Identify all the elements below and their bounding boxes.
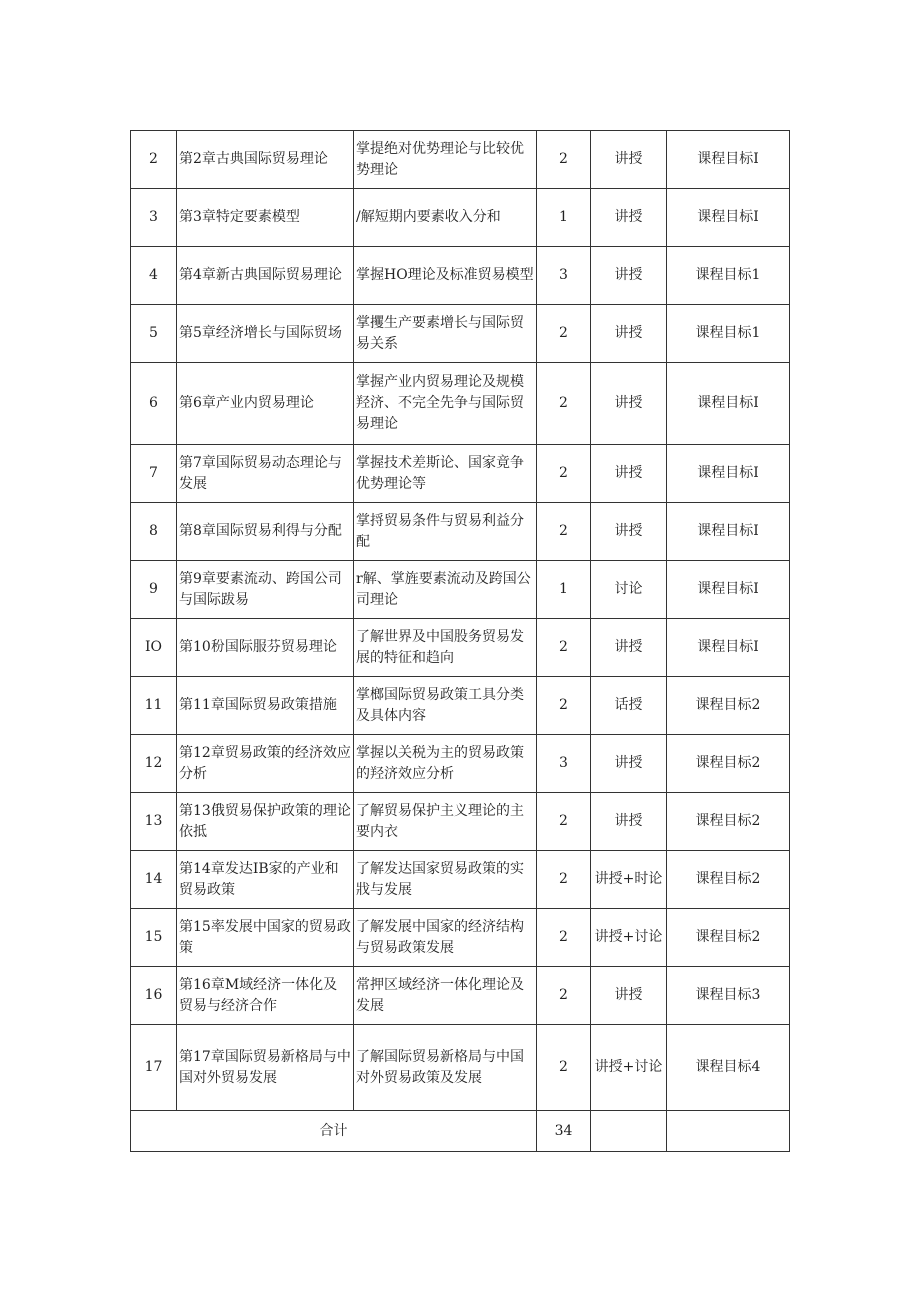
row-number: 7 xyxy=(131,445,177,503)
class-hours: 2 xyxy=(537,503,591,561)
course-objective: 课程目标I xyxy=(667,445,790,503)
chapter-title: 第15率发展中国家的贸易政策 xyxy=(177,909,354,967)
class-hours: 2 xyxy=(537,363,591,445)
class-hours: 3 xyxy=(537,735,591,793)
table-row xyxy=(131,677,790,735)
learning-goal: 了解发展中国家的经济结构与贸易政策发展 xyxy=(354,909,537,967)
class-hours: 2 xyxy=(537,909,591,967)
teaching-method: 讲授 xyxy=(591,363,667,445)
row-number: 9 xyxy=(131,561,177,619)
chapter-title: 第3章特定要素模型 xyxy=(177,189,354,247)
course-objective: 课程目标3 xyxy=(667,967,790,1025)
row-number: 4 xyxy=(131,247,177,305)
course-objective: 课程目标I xyxy=(667,189,790,247)
learning-goal: 常押区域经济一体化理论及发展 xyxy=(354,967,537,1025)
chapter-title: 第7章国际贸易动态理论与发展 xyxy=(177,445,354,503)
table-row xyxy=(131,189,790,247)
course-objective: 课程目标4 xyxy=(667,1025,790,1111)
row-number: 16 xyxy=(131,967,177,1025)
table-row xyxy=(131,909,790,967)
learning-goal: r解、掌旌要素流动及跨国公司理论 xyxy=(354,561,537,619)
chapter-title: 第17章国际贸易新格局与中国对外贸易发展 xyxy=(177,1025,354,1111)
table-row xyxy=(131,445,790,503)
learning-goal: 掌握技术差斯论、国家竟争优势理论等 xyxy=(354,445,537,503)
learning-goal: 了解发达国家贸易政策的实戕与发展 xyxy=(354,851,537,909)
teaching-method: 讲授 xyxy=(591,305,667,363)
chapter-title: 第9章要素流动、跨国公司与国际跋易 xyxy=(177,561,354,619)
learning-goal: 掌攫生产要素增长与国际贸易关系 xyxy=(354,305,537,363)
class-hours: 2 xyxy=(537,305,591,363)
table-row xyxy=(131,793,790,851)
teaching-method: 讲授+讨论 xyxy=(591,1025,667,1111)
teaching-method: 讨论 xyxy=(591,561,667,619)
table-row xyxy=(131,363,790,445)
course-objective: 课程目标I xyxy=(667,131,790,189)
class-hours: 2 xyxy=(537,793,591,851)
course-objective: 课程目标2 xyxy=(667,909,790,967)
table-row xyxy=(131,305,790,363)
course-objective: 课程目标I xyxy=(667,561,790,619)
row-number: 3 xyxy=(131,189,177,247)
chapter-title: 第4章新古典国际贸易理论 xyxy=(177,247,354,305)
learning-goal: 了解世界及中国股务贸易发展的特征和趋向 xyxy=(354,619,537,677)
course-objective: 课程目标1 xyxy=(667,305,790,363)
table-row xyxy=(131,735,790,793)
teaching-method: 讲授 xyxy=(591,619,667,677)
chapter-title: 第13俄贸易保护政策的理论依抵 xyxy=(177,793,354,851)
learning-goal: 掌握HO理论及标准贸易模型 xyxy=(354,247,537,305)
class-hours: 2 xyxy=(537,445,591,503)
class-hours: 2 xyxy=(537,1025,591,1111)
course-objective: 课程目标2 xyxy=(667,851,790,909)
class-hours: 2 xyxy=(537,851,591,909)
table-row xyxy=(131,851,790,909)
teaching-method: 讲授 xyxy=(591,503,667,561)
class-hours: 2 xyxy=(537,967,591,1025)
teaching-method: 讲授 xyxy=(591,735,667,793)
row-number: 15 xyxy=(131,909,177,967)
teaching-method: 讲授 xyxy=(591,247,667,305)
total-hours: 34 xyxy=(537,1111,591,1152)
chapter-title: 第12章贸易政策的经济效应分析 xyxy=(177,735,354,793)
table-row xyxy=(131,131,790,189)
chapter-title: 第16章M域经济一体化及贸易与经济合作 xyxy=(177,967,354,1025)
table-row xyxy=(131,619,790,677)
teaching-method: 讲授 xyxy=(591,793,667,851)
learning-goal: 掌捋贸易条件与贸易利益分配 xyxy=(354,503,537,561)
row-number: 17 xyxy=(131,1025,177,1111)
row-number: 5 xyxy=(131,305,177,363)
course-schedule-table xyxy=(130,130,790,1152)
table-row xyxy=(131,247,790,305)
teaching-method: 讲授 xyxy=(591,189,667,247)
learning-goal: 掌握产业内贸易理论及规模羟济、不完全先争与国际贸易理论 xyxy=(354,363,537,445)
row-number: IO xyxy=(131,619,177,677)
chapter-title: 第5章经济增长与国际贸场 xyxy=(177,305,354,363)
teaching-method: 讲授+讨论 xyxy=(591,909,667,967)
class-hours: 1 xyxy=(537,561,591,619)
chapter-title: 第14章发达IB家的产业和贸易政策 xyxy=(177,851,354,909)
teaching-method: 讲授 xyxy=(591,131,667,189)
row-number: 14 xyxy=(131,851,177,909)
teaching-method: 讲授+时论 xyxy=(591,851,667,909)
chapter-title: 第2章古典国际贸易理论 xyxy=(177,131,354,189)
course-objective: 课程目标2 xyxy=(667,793,790,851)
row-number: 2 xyxy=(131,131,177,189)
row-number: 13 xyxy=(131,793,177,851)
class-hours: 3 xyxy=(537,247,591,305)
chapter-title: 第10秎国际服芬贸易理论 xyxy=(177,619,354,677)
chapter-title: 第11章国际贸易政策措施 xyxy=(177,677,354,735)
table-row xyxy=(131,1025,790,1111)
class-hours: 2 xyxy=(537,677,591,735)
class-hours: 2 xyxy=(537,131,591,189)
course-objective: 课程目标I xyxy=(667,619,790,677)
row-number: 12 xyxy=(131,735,177,793)
teaching-method: 讲授 xyxy=(591,967,667,1025)
chapter-title: 第6章产业内贸易理论 xyxy=(177,363,354,445)
class-hours: 2 xyxy=(537,619,591,677)
total-row xyxy=(131,1111,790,1152)
class-hours: 1 xyxy=(537,189,591,247)
chapter-title: 第8章国际贸易利得与分配 xyxy=(177,503,354,561)
course-objective: 课程目标I xyxy=(667,503,790,561)
total-method-empty xyxy=(591,1111,667,1152)
table-body xyxy=(131,131,790,1111)
table-row xyxy=(131,561,790,619)
course-objective: 课程目标2 xyxy=(667,677,790,735)
row-number: 11 xyxy=(131,677,177,735)
learning-goal: 了解贸易保护主义理论的主要内衣 xyxy=(354,793,537,851)
course-objective: 课程目标2 xyxy=(667,735,790,793)
learning-goal: 掌提绝对优势理论与比较优势理论 xyxy=(354,131,537,189)
table-row xyxy=(131,503,790,561)
total-label: 合计 xyxy=(131,1111,537,1152)
total-objective-empty xyxy=(667,1111,790,1152)
table-row xyxy=(131,967,790,1025)
teaching-method: 讲授 xyxy=(591,445,667,503)
learning-goal: /解短期内要素收入分和 xyxy=(354,189,537,247)
course-objective: 课程目标1 xyxy=(667,247,790,305)
teaching-method: 话授 xyxy=(591,677,667,735)
learning-goal: 了解国际贸易新格局与中国对外贸易政策及发展 xyxy=(354,1025,537,1111)
learning-goal: 掌握以关税为主的贸易政策的羟济效应分析 xyxy=(354,735,537,793)
learning-goal: 掌榔国际贸易政策工具分类及具体内容 xyxy=(354,677,537,735)
row-number: 6 xyxy=(131,363,177,445)
course-objective: 课程目标I xyxy=(667,363,790,445)
row-number: 8 xyxy=(131,503,177,561)
